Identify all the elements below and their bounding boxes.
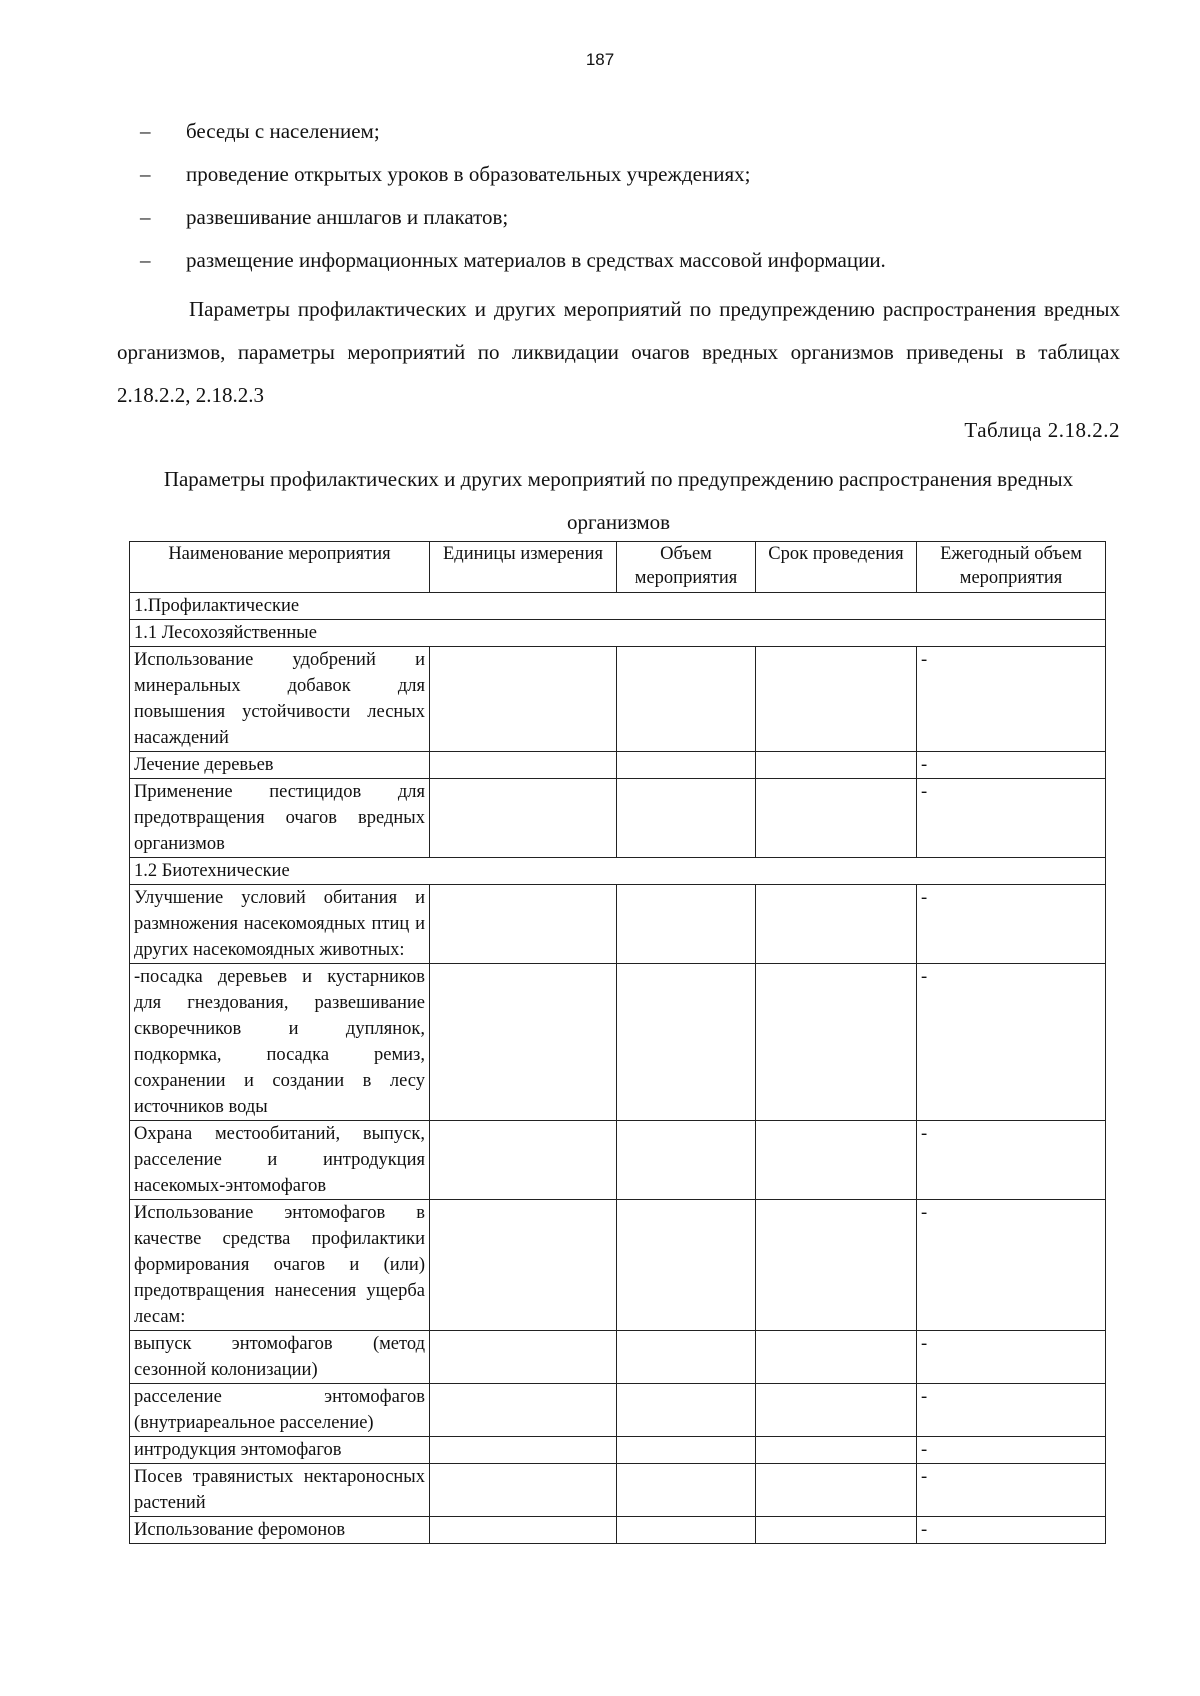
table-cell	[756, 1464, 917, 1517]
table-cell	[756, 779, 917, 858]
table-cell	[430, 1200, 617, 1331]
table-cell	[617, 647, 756, 752]
table-cell	[617, 1384, 756, 1437]
annual-volume: -	[917, 885, 1106, 964]
measure-name: Лечение деревьев	[130, 752, 430, 779]
table-cell	[617, 1331, 756, 1384]
table-cell	[756, 1384, 917, 1437]
column-header: Единицы измерения	[430, 542, 617, 593]
list-item	[140, 202, 1140, 245]
annual-volume: -	[917, 964, 1106, 1121]
table-cell	[617, 1517, 756, 1544]
body-paragraph: Параметры профилактических и других мероприятий по предупреждению распространения вредных организмов, параметры мероприятий по ликвидации очагов вредных организмов приведены в таблицах 2.18.2.2, 2.18.2.3	[117, 297, 1120, 407]
table-row	[130, 647, 1106, 752]
section-heading: 1.2 Биотехнические	[130, 858, 1106, 885]
measure-name: Посев травянистых нектароносных растений	[130, 1464, 430, 1517]
table-header-row	[130, 542, 1106, 593]
annual-volume: -	[917, 752, 1106, 779]
table-cell	[430, 1331, 617, 1384]
measure-name: выпуск энтомофагов (метод сезонной колонизации)	[130, 1331, 430, 1384]
table-row	[130, 964, 1106, 1121]
annual-volume: -	[917, 1517, 1106, 1544]
table-cell	[430, 885, 617, 964]
measure-name: Использование энтомофагов в качестве средства профилактики формирования очагов и (или) предотвращения нанесения ущерба лесам:	[130, 1200, 430, 1331]
measure-name: Охрана местообитаний, выпуск, расселение и интродукция насекомых-энтомофагов	[130, 1121, 430, 1200]
table-cell	[617, 885, 756, 964]
table-cell	[756, 1517, 917, 1544]
table-cell	[430, 1121, 617, 1200]
table-row	[130, 1200, 1106, 1331]
annual-volume: -	[917, 1331, 1106, 1384]
section-row	[130, 620, 1106, 647]
table-cell	[617, 1437, 756, 1464]
table-cell	[430, 1517, 617, 1544]
measure-name: расселение энтомофагов (внутриареальное расселение)	[130, 1384, 430, 1437]
bullet-marker: –	[140, 119, 151, 143]
measure-name: Использование удобрений и минеральных добавок для повышения устойчивости лесных насаждений	[130, 647, 430, 752]
measure-name: интродукция энтомофагов	[130, 1437, 430, 1464]
table-cell	[430, 1464, 617, 1517]
measure-name: Применение пестицидов для предотвращения очагов вредных организмов	[130, 779, 430, 858]
bullet-list	[140, 116, 1140, 288]
table-cell	[756, 752, 917, 779]
list-item	[140, 116, 1140, 159]
table-row	[130, 1437, 1106, 1464]
table-cell	[617, 1200, 756, 1331]
page-number: 187	[585, 50, 615, 69]
table-cell	[430, 1437, 617, 1464]
table-label: Таблица 2.18.2.2	[964, 418, 1120, 442]
annual-volume: -	[917, 647, 1106, 752]
column-header: Ежегодный объем мероприятия	[917, 542, 1106, 593]
column-header: Объем мероприятия	[617, 542, 756, 593]
section-row	[130, 858, 1106, 885]
annual-volume: -	[917, 1121, 1106, 1200]
section-row	[130, 593, 1106, 620]
table-cell	[617, 1464, 756, 1517]
table-row	[130, 1384, 1106, 1437]
table-row	[130, 885, 1106, 964]
list-item	[140, 159, 1140, 202]
table-cell	[756, 647, 917, 752]
table-cell	[756, 885, 917, 964]
table-cell	[756, 1121, 917, 1200]
bullet-text: беседы с населением;	[186, 119, 380, 143]
table-cell	[617, 752, 756, 779]
table-row	[130, 1331, 1106, 1384]
table-cell	[756, 964, 917, 1121]
bullet-marker: –	[140, 205, 151, 229]
table-row	[130, 1464, 1106, 1517]
table-cell	[430, 1384, 617, 1437]
list-item	[140, 245, 1140, 288]
table-row	[130, 1517, 1106, 1544]
table-cell	[617, 1121, 756, 1200]
annual-volume: -	[917, 1437, 1106, 1464]
measures-table	[129, 541, 1106, 1544]
section-heading: 1.1 Лесохозяйственные	[130, 620, 1106, 647]
table-cell	[617, 779, 756, 858]
table-row	[130, 779, 1106, 858]
annual-volume: -	[917, 1464, 1106, 1517]
column-header: Срок проведения	[756, 542, 917, 593]
bullet-text: проведение открытых уроков в образовательных учреждениях;	[186, 162, 751, 186]
annual-volume: -	[917, 1200, 1106, 1331]
section-heading: 1.Профилактические	[130, 593, 1106, 620]
table-cell	[756, 1200, 917, 1331]
measure-name: -посадка деревьев и кустарников для гнездования, развешивание скворечников и дуплянок, подкормка, посадка ремиз, сохранении и создании в лесу источников воды	[130, 964, 430, 1121]
column-header: Наименование мероприятия	[130, 542, 430, 593]
table-cell	[430, 779, 617, 858]
measure-name: Улучшение условий обитания и размножения насекомоядных птиц и других насекомоядных животных:	[130, 885, 430, 964]
bullet-marker: –	[140, 248, 151, 272]
annual-volume: -	[917, 1384, 1106, 1437]
table-cell	[756, 1437, 917, 1464]
table-row	[130, 1121, 1106, 1200]
table-cell	[430, 647, 617, 752]
table-cell	[617, 964, 756, 1121]
table-cell	[430, 752, 617, 779]
table-cell	[756, 1331, 917, 1384]
bullet-text: развешивание аншлагов и плакатов;	[186, 205, 509, 229]
table-row	[130, 752, 1106, 779]
annual-volume: -	[917, 779, 1106, 858]
measure-name: Использование феромонов	[130, 1517, 430, 1544]
bullet-marker: –	[140, 162, 151, 186]
table-cell	[430, 964, 617, 1121]
table-title: Параметры профилактических и других мероприятий по предупреждению распространения вредных организмов	[163, 467, 1074, 534]
bullet-text: размещение информационных материалов в средствах массовой информации.	[186, 248, 886, 272]
